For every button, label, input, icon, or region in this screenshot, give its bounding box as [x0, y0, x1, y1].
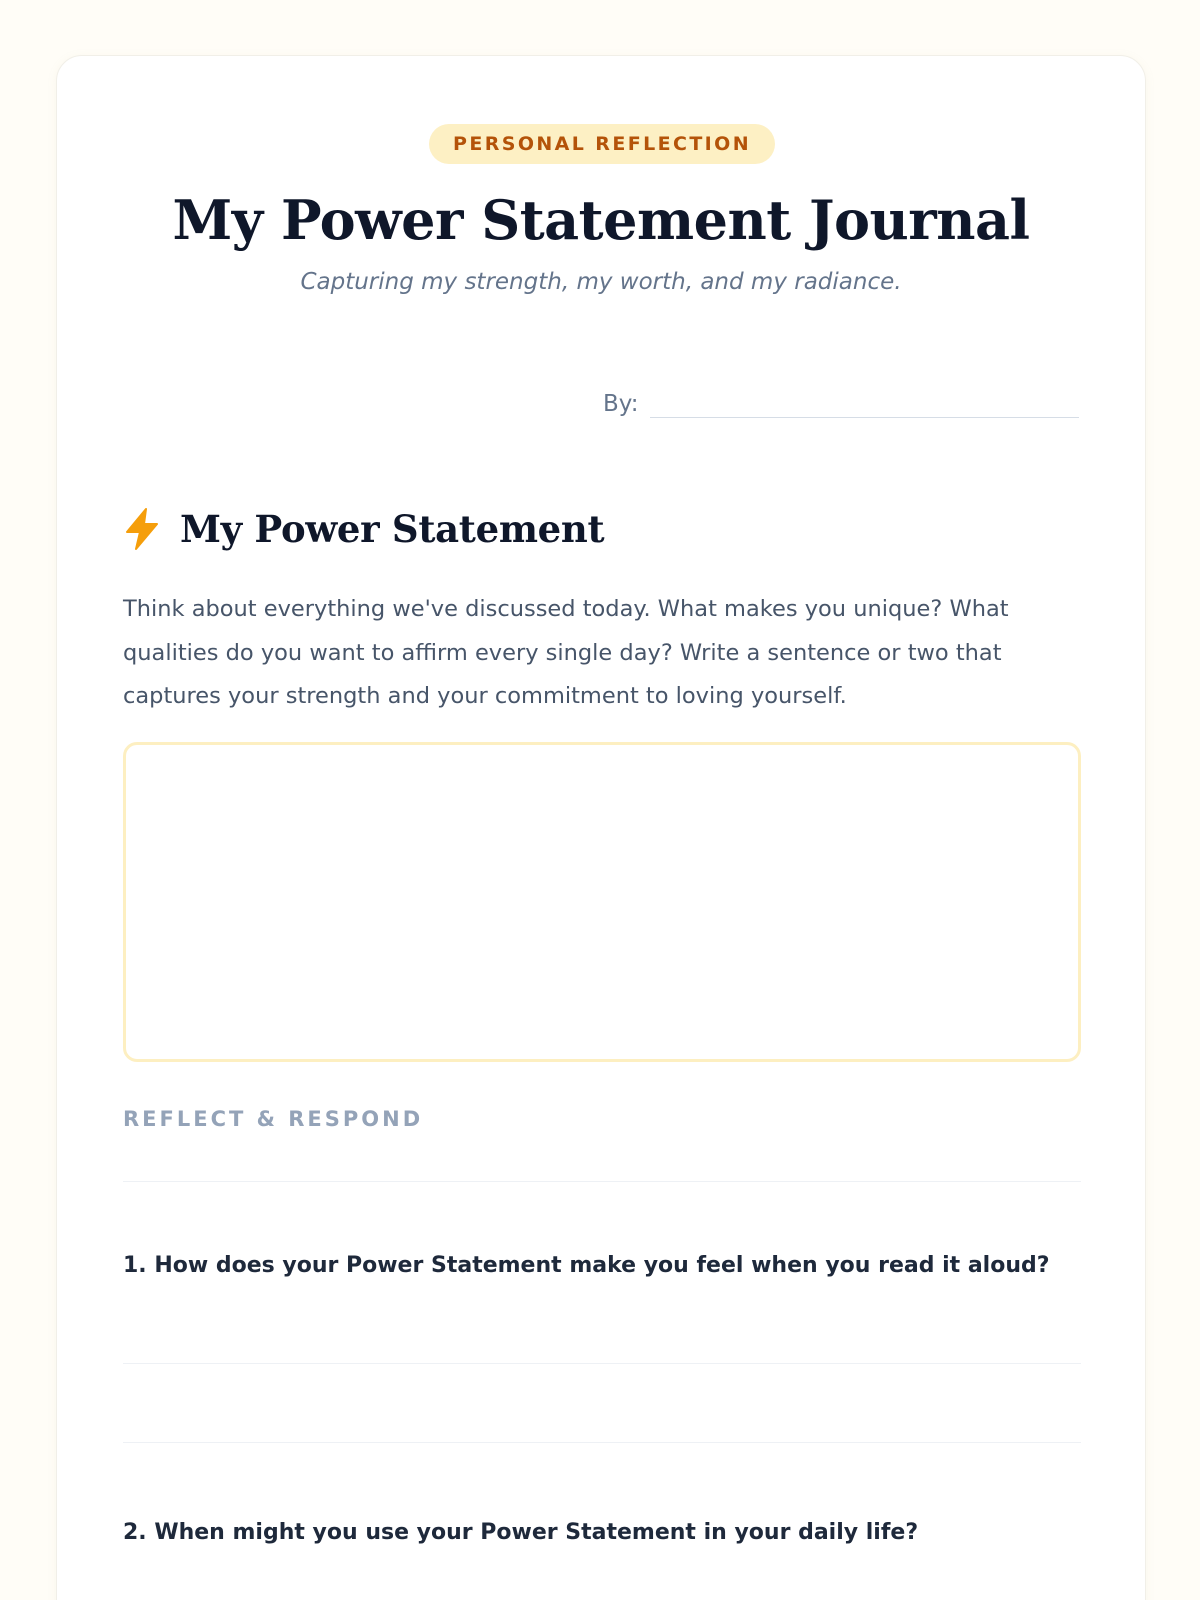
power-statement-title: My Power Statement: [180, 507, 605, 551]
power-statement-heading: [122, 504, 604, 554]
question-1: 1. How does your Power Statement make you feel when you read it aloud?: [123, 1253, 1050, 1278]
journal-card: [56, 55, 1146, 1600]
section-badge: PERSONAL REFLECTION: [429, 124, 775, 164]
page-subtitle: Capturing my strength, my worth, and my radiance.: [300, 269, 902, 295]
reflect-heading: REFLECT & RESPOND: [123, 1107, 424, 1131]
answer-line-2[interactable]: [123, 1442, 1081, 1443]
page-title: My Power Statement Journal: [172, 188, 1030, 252]
answer-line-1[interactable]: [123, 1363, 1081, 1364]
question-2: 2. When might you use your Power Statement in your daily life?: [123, 1520, 919, 1545]
author-input-line[interactable]: [650, 417, 1079, 418]
author-field[interactable]: [603, 391, 1079, 423]
lightning-bolt-icon: [122, 507, 162, 551]
power-statement-textarea[interactable]: [123, 742, 1081, 1062]
divider: [123, 1181, 1081, 1182]
author-label: By:: [603, 391, 639, 417]
power-statement-prompt: Think about everything we've discussed today. What makes you unique? What qualities do you want to affirm every single day? Write a sentence or two that captures your strength and your commitment to loving yourself.: [123, 596, 1009, 709]
